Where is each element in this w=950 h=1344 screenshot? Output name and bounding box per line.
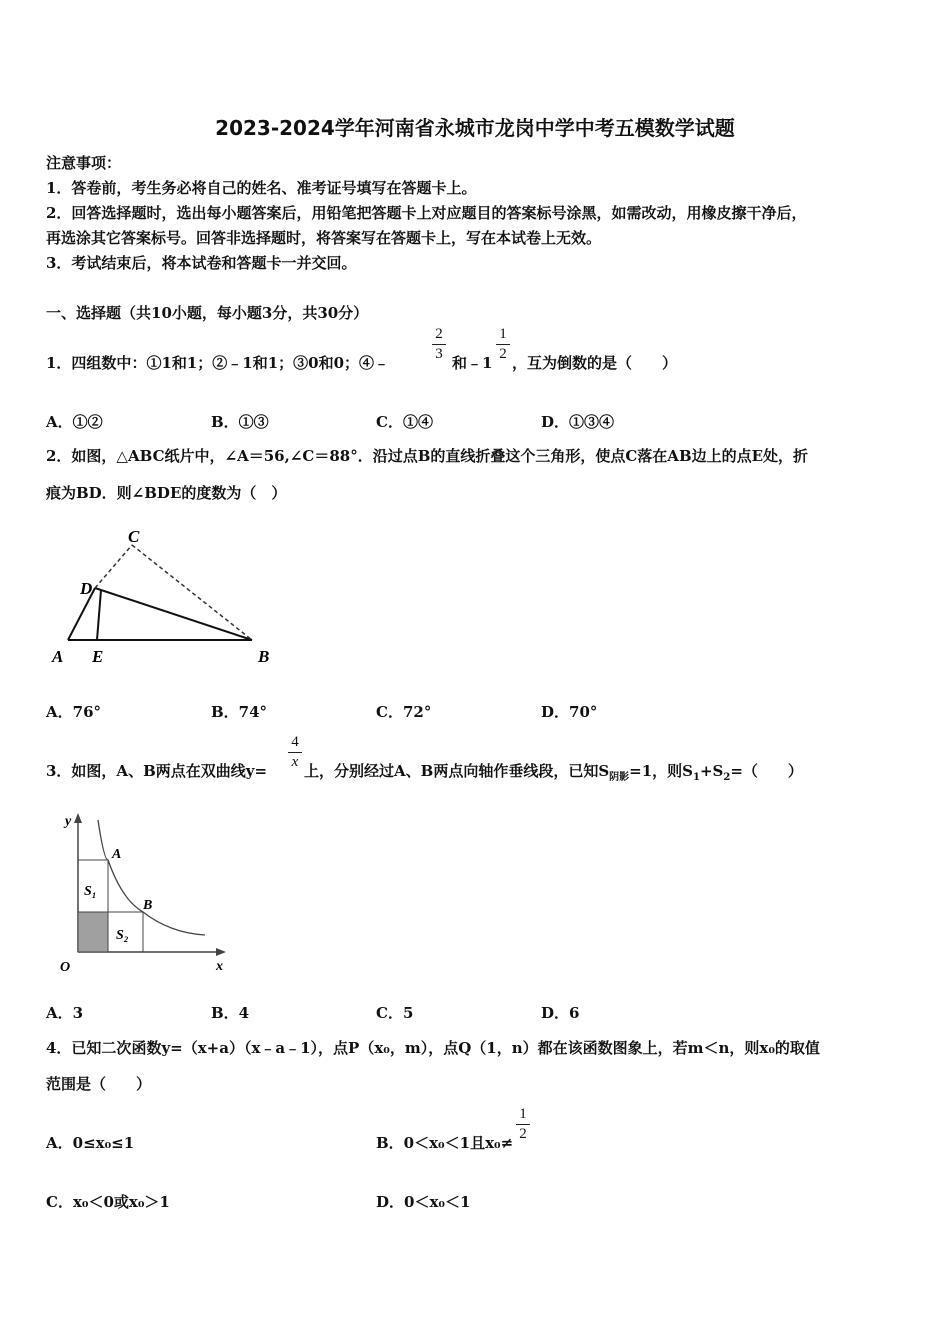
section-heading: 一、选择题（共10小题，每小题3分，共30分） xyxy=(46,304,369,322)
label-point-a: A xyxy=(112,847,122,862)
q1-option-a: A．①② xyxy=(46,413,103,431)
q3-option-d: D．6 xyxy=(541,1004,580,1022)
label-s2: S₂ xyxy=(116,928,129,943)
q3-stem-c: =1，则S xyxy=(629,762,693,780)
shaded-region xyxy=(78,912,108,952)
q1-fraction-2 xyxy=(496,326,510,363)
label-s1: S₁ xyxy=(84,884,97,899)
segment-db xyxy=(95,588,252,640)
q1-option-b: B．①③ xyxy=(211,413,269,431)
q3-stem-rest xyxy=(304,760,803,783)
q1-stem-c: ，互为倒数的是（ ） xyxy=(512,354,678,372)
y-axis-arrow xyxy=(74,813,82,823)
label-b: B xyxy=(258,647,270,666)
q4-frac-den: 2 xyxy=(519,1126,527,1142)
q2-triangle-figure xyxy=(40,520,290,670)
label-point-b: B xyxy=(143,898,153,913)
q3-stem-b: 上，分别经过A、B两点向轴作垂线段，已知S xyxy=(304,762,610,780)
q2-stem-a: 2．如图，△ABC纸片中，∠A＝56,∠C＝88°．沿过点B的直线折叠这个三角形，使点C落在AB边上的点E处，折 xyxy=(46,447,809,465)
label-y: y xyxy=(65,814,72,829)
notice-line-2a: 2．回答选择题时，选出每小题答案后，用铅笔把答题卡上对应题目的答案标号涂黑，如需改动，用橡皮擦干净后， xyxy=(46,204,807,222)
q3-stem-e: =（ ） xyxy=(730,762,803,780)
q2-option-a: A．76° xyxy=(46,703,102,721)
label-c: C xyxy=(128,527,140,546)
q3-s1-sub: 1 xyxy=(693,772,700,783)
label-a: A xyxy=(52,647,64,666)
q3-frac-den: x xyxy=(291,754,299,770)
q1-frac2-num: 1 xyxy=(499,326,507,342)
q4-frac-num: 1 xyxy=(519,1106,527,1122)
q4-option-b: B．0＜x₀＜1且x₀≠ xyxy=(376,1134,514,1152)
q2-option-b: B．74° xyxy=(211,703,268,721)
q1-frac2-den: 2 xyxy=(499,346,507,362)
q2-option-c: C．72° xyxy=(376,703,432,721)
notice-line-1: 1．答卷前，考生务必将自己的姓名、准考证号填写在答题卡上。 xyxy=(46,179,477,197)
q2-option-d: D．70° xyxy=(541,703,598,721)
q1-frac1-den: 3 xyxy=(435,346,443,362)
q1-fraction-1 xyxy=(432,326,446,363)
q3-option-c: C．5 xyxy=(376,1004,414,1022)
x-axis-arrow xyxy=(216,948,226,956)
q3-stem-a: 3．如图，A、B两点在双曲线y= xyxy=(46,762,268,780)
q3-shadow-sub: 阴影 xyxy=(609,772,630,783)
q4-option-b-fraction xyxy=(516,1106,530,1143)
q1-stem xyxy=(46,352,389,373)
segment-de xyxy=(97,590,101,640)
q3-option-b: B．4 xyxy=(211,1004,250,1022)
notice-line-2b: 再选涂其它答案标号。回答非选择题时，将答案写在答题卡上，写在本试卷上无效。 xyxy=(46,229,602,247)
q4-option-d: D．0＜x₀＜1 xyxy=(376,1193,471,1211)
q4-option-a: A．0≤x₀≤1 xyxy=(46,1134,135,1152)
q1-option-c: C．①④ xyxy=(376,413,433,431)
notice-line-3: 3．考试结束后，将本试卷和答题卡一并交回。 xyxy=(46,254,357,272)
q3-frac-num: 4 xyxy=(291,734,299,750)
q2-stem-b: 痕为BD．则∠BDE的度数为（ ） xyxy=(46,484,287,502)
q1-option-d: D．①③④ xyxy=(541,413,615,431)
label-o: O xyxy=(60,960,71,975)
q3-fraction xyxy=(288,734,302,771)
label-x: x xyxy=(216,959,223,974)
q4-stem-a: 4．已知二次函数y=（x+a）（x﹣a﹣1），点P（x₀，m），点Q（1，n）都在该函数图象上，若m＜n，则x₀的取值 xyxy=(46,1039,820,1057)
q3-s2-sub: 2 xyxy=(723,772,731,783)
segment-cb-dashed xyxy=(132,545,252,640)
segment-dc-dashed xyxy=(95,545,132,588)
q1-stem-a: 1．四组数中：①1和1；②﹣1和1；③0和0；④﹣ xyxy=(46,354,390,372)
q4-option-c: C．x₀＜0或x₀＞1 xyxy=(46,1193,170,1211)
q3-stem-d: +S xyxy=(699,762,724,780)
notice-heading: 注意事项： xyxy=(46,154,122,172)
label-e: E xyxy=(92,647,104,666)
q3-hyperbola-figure xyxy=(40,805,240,980)
q3-option-a: A．3 xyxy=(46,1004,84,1022)
page-title: 2023-2024学年河南省永城市龙岗中学中考五模数学试题 xyxy=(215,116,735,140)
label-d: D xyxy=(80,579,93,598)
q1-stem-b: 和﹣1 xyxy=(452,354,493,372)
hyperbola-curve xyxy=(98,820,205,935)
q4-stem-b: 范围是（ ） xyxy=(46,1075,152,1093)
q1-frac1-num: 2 xyxy=(435,326,443,342)
